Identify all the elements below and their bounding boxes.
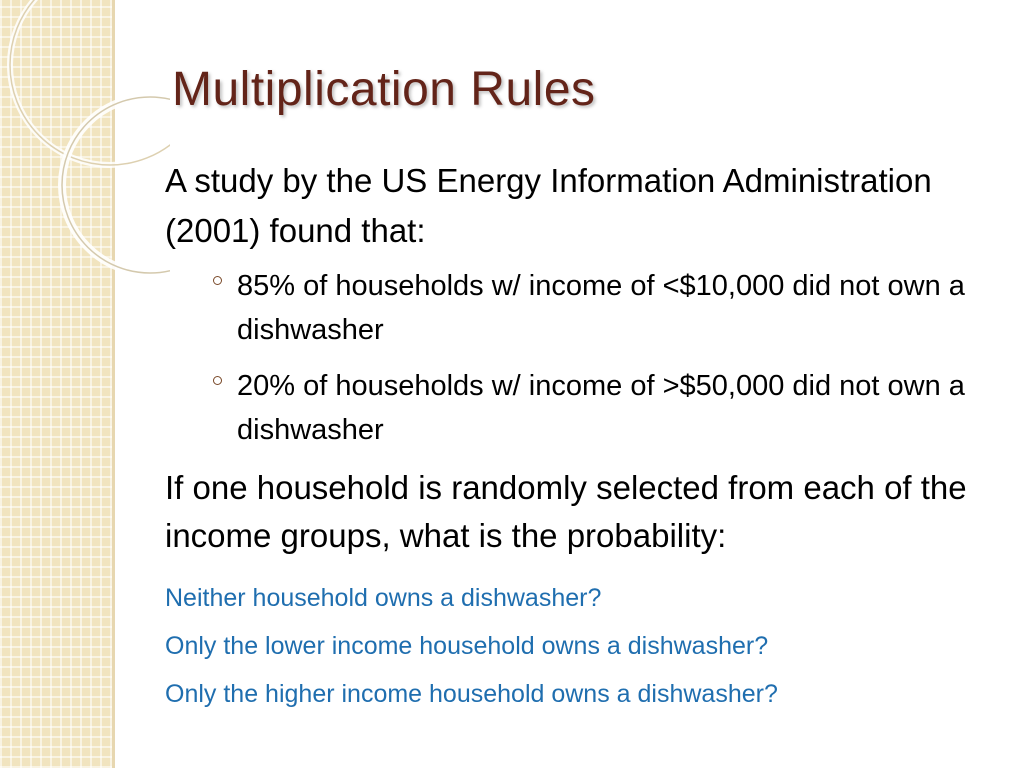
question-item: Only the lower income household owns a dishwasher? <box>165 632 769 660</box>
question-item: Neither household owns a dishwasher? <box>165 584 602 612</box>
finding-item <box>213 364 975 452</box>
finding-text: 85% of households w/ income of <$10,000 did not own a dishwasher <box>237 270 965 346</box>
finding-list <box>165 264 975 452</box>
finding-text: 20% of households w/ income of >$50,000 did not own a dishwasher <box>237 370 965 446</box>
hollow-circle-bullet-icon <box>213 276 222 285</box>
finding-item <box>213 264 975 352</box>
slide-body <box>165 156 975 718</box>
decorative-rings-icon <box>0 0 170 300</box>
hollow-circle-bullet-icon <box>213 376 222 385</box>
intro-text: A study by the US Energy Information Administration (2001) found that: <box>165 162 932 249</box>
question-list <box>165 574 975 718</box>
slide-title: Multiplication Rules <box>172 63 596 116</box>
question-item: Only the higher income household owns a dishwasher? <box>165 680 778 708</box>
question-prompt: If one household is randomly selected from each of the income groups, what is the probability: <box>165 469 967 554</box>
